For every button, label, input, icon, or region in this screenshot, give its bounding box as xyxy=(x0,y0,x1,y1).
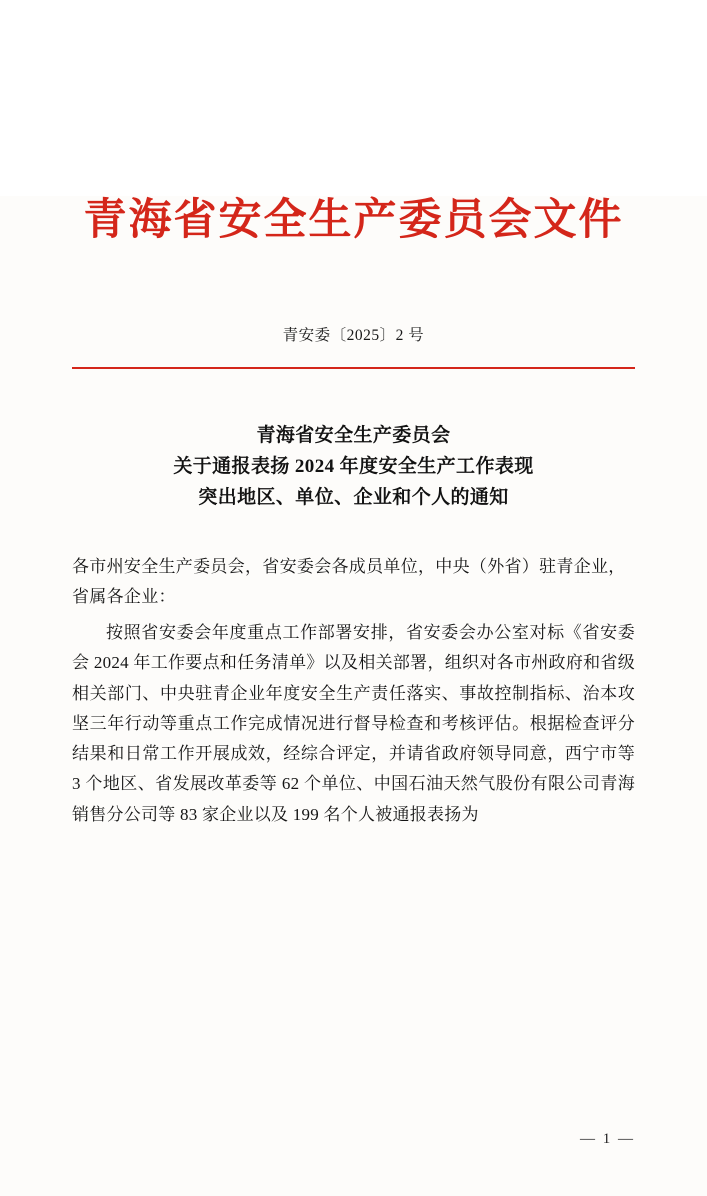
document-page xyxy=(0,196,707,1196)
red-divider-rule xyxy=(72,367,635,369)
document-subject xyxy=(72,421,635,513)
page-number: — 1 — xyxy=(580,1131,635,1147)
body-text xyxy=(72,618,635,830)
body-paragraph-1: 按照省安委会年度重点工作部署安排，省安委会办公室对标《省安委会 2024 年工作要点和任务清单》以及相关部署，组织对各市州政府和省级相关部门、中央驻青企业年度安全生产责任落实、事故控制指标、治本攻坚三年行动等重点工作完成情况进行督导检查和考核评估。根据检查评分结果和日常工作开展成效，经综合评定，并请省政府领导同意，西宁市等 3 个地区、省发展改革委等 62 个单位、中国石油天然气股份有限公司青海销售分公司等 83 家企业以及 199 名个人被通报表扬为 xyxy=(72,623,635,824)
salutation: 各市州安全生产委员会，省安委会各成员单位，中央（外省）驻青企业，省属各企业： xyxy=(72,556,626,606)
subject-line-2: 关于通报表扬 2024 年度安全生产工作表现 xyxy=(173,456,534,478)
document-number: 青安委〔2025〕2 号 xyxy=(282,327,425,345)
subject-line-1: 青海省安全生产委员会 xyxy=(256,425,451,447)
subject-line-3: 突出地区、单位、企业和个人的通知 xyxy=(198,486,509,508)
document-title: 青海省安全生产委员会文件 xyxy=(83,197,624,244)
